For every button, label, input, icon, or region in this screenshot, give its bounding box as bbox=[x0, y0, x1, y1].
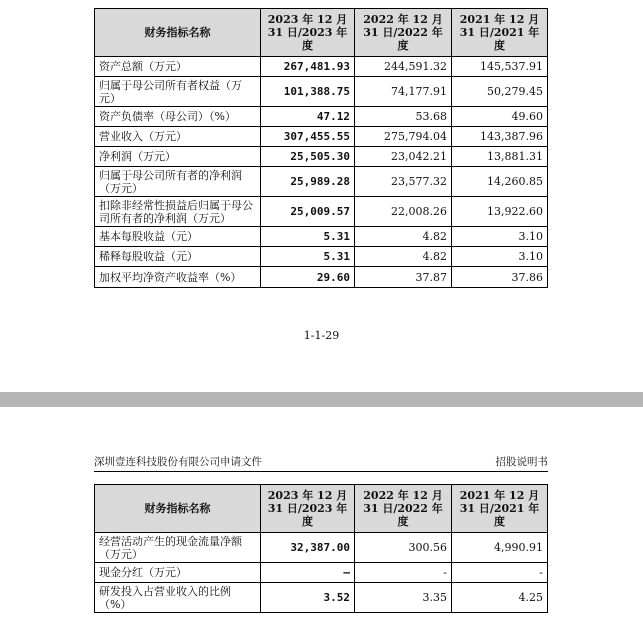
header-rule bbox=[94, 471, 548, 472]
indicator-name-cell: 资产总额（万元） bbox=[95, 57, 261, 77]
table-header-row bbox=[95, 9, 548, 57]
value-2021-cell: 13,881.31 bbox=[452, 147, 548, 167]
table-row bbox=[95, 227, 548, 247]
value-2023-cell: – bbox=[261, 563, 355, 583]
table-row bbox=[95, 533, 548, 563]
value-2023-cell: 101,388.75 bbox=[261, 77, 355, 107]
page-gap bbox=[0, 392, 643, 407]
indicator-name-cell: 净利润（万元） bbox=[95, 147, 261, 167]
table-header-row bbox=[95, 485, 548, 533]
document-page-2 bbox=[0, 407, 643, 623]
value-2022-cell: 74,177.91 bbox=[355, 77, 452, 107]
value-2023-cell: 307,455.55 bbox=[261, 127, 355, 147]
value-2021-cell: 50,279.45 bbox=[452, 77, 548, 107]
value-2021-cell: 13,922.60 bbox=[452, 197, 548, 227]
value-2022-cell: 244,591.32 bbox=[355, 57, 452, 77]
table-row bbox=[95, 267, 548, 288]
value-2023-cell: 32,387.00 bbox=[261, 533, 355, 563]
indicator-name-cell: 现金分红（万元） bbox=[95, 563, 261, 583]
value-2022-cell: 300.56 bbox=[355, 533, 452, 563]
value-2023-cell: 267,481.93 bbox=[261, 57, 355, 77]
header-2021: 2021 年 12 月 31 日/2021 年度 bbox=[452, 9, 548, 57]
indicator-name-cell: 扣除非经常性损益后归属于母公司所有者的净利润（万元） bbox=[95, 197, 261, 227]
financial-indicators-table bbox=[94, 8, 548, 288]
header-2022: 2022 年 12 月 31 日/2022 年度 bbox=[355, 9, 452, 57]
table-row bbox=[95, 107, 548, 127]
value-2023-cell: 29.60 bbox=[261, 267, 355, 288]
table-row bbox=[95, 77, 548, 107]
value-2022-cell: 4.82 bbox=[355, 227, 452, 247]
header-indicator-name: 财务指标名称 bbox=[95, 9, 261, 57]
indicator-name-cell: 研发投入占营业收入的比例（%） bbox=[95, 583, 261, 613]
indicator-name-cell: 经营活动产生的现金流量净额（万元） bbox=[95, 533, 261, 563]
value-2021-cell: 3.10 bbox=[452, 247, 548, 267]
table-row bbox=[95, 127, 548, 147]
header-indicator-name: 财务指标名称 bbox=[95, 485, 261, 533]
table-row bbox=[95, 247, 548, 267]
indicator-name-cell: 稀释每股收益（元） bbox=[95, 247, 261, 267]
value-2022-cell: 53.68 bbox=[355, 107, 452, 127]
value-2021-cell: 4.25 bbox=[452, 583, 548, 613]
table-row bbox=[95, 563, 548, 583]
running-header-doc-type: 招股说明书 bbox=[495, 456, 548, 468]
indicator-name-cell: 加权平均净资产收益率（%） bbox=[95, 267, 261, 288]
value-2022-cell: 37.87 bbox=[355, 267, 452, 288]
indicator-name-cell: 归属于母公司所有者的净利润（万元） bbox=[95, 167, 261, 197]
value-2021-cell: 143,387.96 bbox=[452, 127, 548, 147]
value-2022-cell: 275,794.04 bbox=[355, 127, 452, 147]
table-row bbox=[95, 57, 548, 77]
running-header-company: 深圳壹连科技股份有限公司申请文件 bbox=[94, 456, 262, 468]
value-2021-cell: 49.60 bbox=[452, 107, 548, 127]
header-2022: 2022 年 12 月 31 日/2022 年度 bbox=[355, 485, 452, 533]
value-2023-cell: 5.31 bbox=[261, 247, 355, 267]
value-2023-cell: 25,989.28 bbox=[261, 167, 355, 197]
table-row bbox=[95, 147, 548, 167]
value-2022-cell: 3.35 bbox=[355, 583, 452, 613]
financial-indicators-table-continued bbox=[94, 484, 548, 613]
value-2021-cell: - bbox=[452, 563, 548, 583]
value-2021-cell: 3.10 bbox=[452, 227, 548, 247]
value-2021-cell: 37.86 bbox=[452, 267, 548, 288]
page-number: 1-1-29 bbox=[303, 329, 340, 342]
header-2023: 2023 年 12 月 31 日/2023 年度 bbox=[261, 485, 355, 533]
value-2023-cell: 25,505.30 bbox=[261, 147, 355, 167]
header-2023: 2023 年 12 月 31 日/2023 年度 bbox=[261, 9, 355, 57]
value-2022-cell: 22,008.26 bbox=[355, 197, 452, 227]
value-2023-cell: 25,009.57 bbox=[261, 197, 355, 227]
value-2023-cell: 3.52 bbox=[261, 583, 355, 613]
table-row bbox=[95, 583, 548, 613]
value-2021-cell: 4,990.91 bbox=[452, 533, 548, 563]
indicator-name-cell: 基本每股收益（元） bbox=[95, 227, 261, 247]
indicator-name-cell: 归属于母公司所有者权益（万元） bbox=[95, 77, 261, 107]
value-2021-cell: 145,537.91 bbox=[452, 57, 548, 77]
indicator-name-cell: 营业收入（万元） bbox=[95, 127, 261, 147]
value-2022-cell: 4.82 bbox=[355, 247, 452, 267]
value-2022-cell: 23,577.32 bbox=[355, 167, 452, 197]
value-2022-cell: 23,042.21 bbox=[355, 147, 452, 167]
value-2023-cell: 47.12 bbox=[261, 107, 355, 127]
value-2022-cell: - bbox=[355, 563, 452, 583]
table-row bbox=[95, 167, 548, 197]
table-row bbox=[95, 197, 548, 227]
indicator-name-cell: 资产负债率（母公司）（%） bbox=[95, 107, 261, 127]
value-2021-cell: 14,260.85 bbox=[452, 167, 548, 197]
header-2021: 2021 年 12 月 31 日/2021 年度 bbox=[452, 485, 548, 533]
value-2023-cell: 5.31 bbox=[261, 227, 355, 247]
